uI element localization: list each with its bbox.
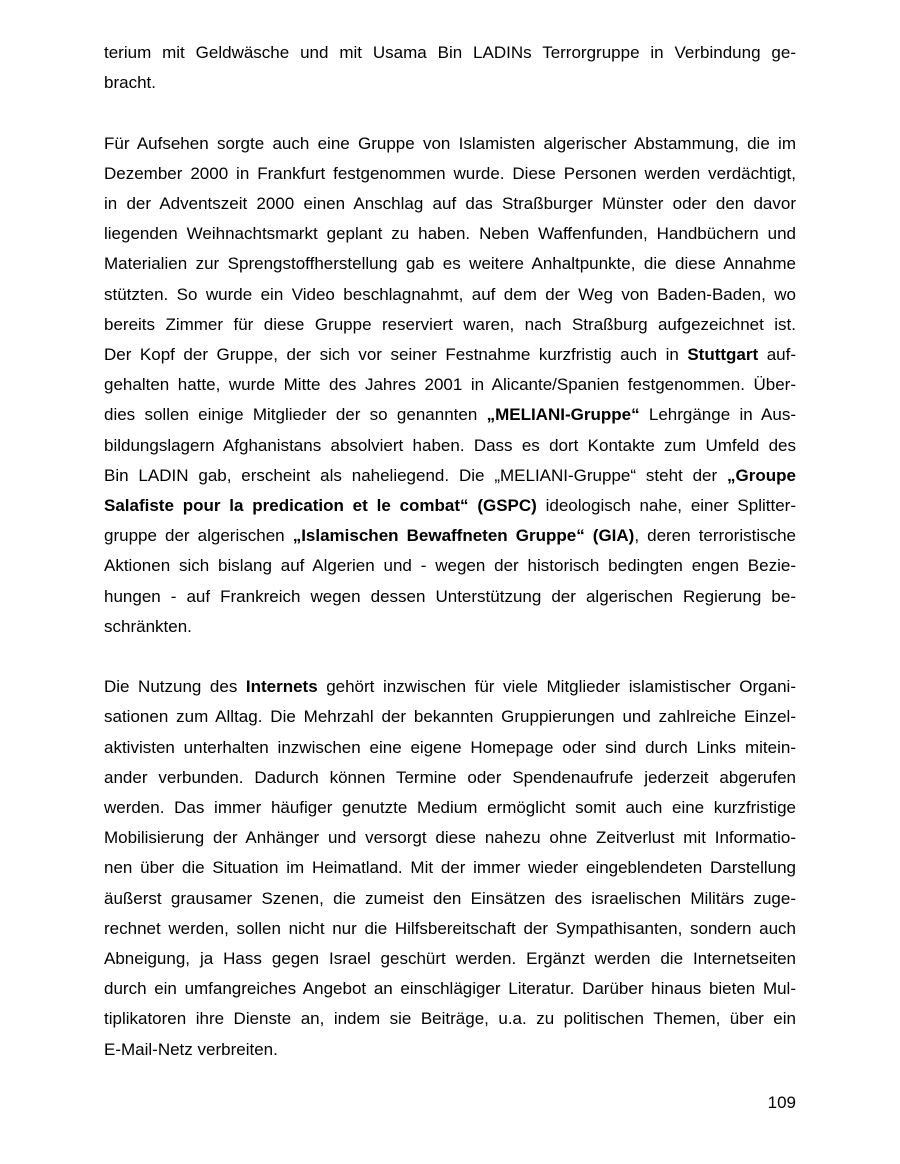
text-segment: hungen - auf Frankreich wegen dessen Unterstützung der algerischen Regierung be- [104,586,796,606]
bold-text: Salafiste pour la predication et le combat“ (GSPC) [104,496,537,516]
text-line [104,310,796,340]
text-segment: in der Adventszeit 2000 einen Anschlag auf das Straßburger Münster oder den davor [104,194,796,213]
bold-text: Stuttgart [687,345,759,365]
text-segment: Mobilisierung der Anhänger und versorgt diese nahezu ohne Zeitverlust mit Informatio- [104,828,796,848]
bold-text: „Groupe [727,465,796,485]
text-line [104,823,796,853]
text-line [104,793,796,823]
text-line [104,944,796,974]
text-line [104,733,796,763]
paragraph-gap [104,642,796,672]
text-line [104,340,796,370]
text-line [104,1004,796,1034]
text-segment: Für Aufsehen sorgte auch eine Gruppe von Islamisten algerischer Abstammung, die im [104,133,796,153]
paragraph [104,672,796,1065]
text-segment: Die Nutzung des [104,677,246,697]
text-line [104,1035,796,1065]
text-line [104,521,796,551]
text-line [104,491,796,521]
text-line [104,189,796,219]
text-segment: äußerst grausamer Szenen, die zumeist den Einsätzen des israelischen Militärs zuge- [104,888,796,908]
text-segment: ander verbunden. Dadurch können Termine oder Spendenaufrufe jederzeit abgerufen [104,767,796,787]
text-segment: Bin LADIN gab, erscheint als naheliegend. Die „MELIANI-Gruppe“ steht der [104,465,728,485]
text-segment: Lehrgänge in Aus- [639,405,796,425]
text-segment: bracht. [104,73,156,93]
text-segment: gruppe der algerischen [104,526,293,546]
text-segment: bereits Zimmer für diese Gruppe reserviert waren, nach Straßburg aufgezeichnet ist. [104,314,796,334]
text-segment: sationen zum Alltag. Die Mehrzahl der bekannten Gruppierungen und zahlreiche Einzel- [104,707,796,727]
bold-text: „MELIANI-Gruppe“ [486,405,640,425]
text-segment: aktivisten unterhalten inzwischen eine eigene Homepage oder sind durch Links mitein- [104,737,796,757]
text-segment: nen über die Situation im Heimatland. Mit der immer wieder eingeblendeten Darstellung [104,858,796,878]
text-segment: auf- [758,345,796,365]
text-segment: E-Mail-Netz verbreiten. [104,1039,278,1059]
document-body [104,38,796,1065]
text-segment: , deren terroristische [634,526,797,546]
text-line [104,582,796,612]
text-line [104,551,796,581]
text-line [104,974,796,1004]
text-segment: dies sollen einige Mitglieder der so genannten [104,405,487,425]
text-segment: liegenden Weihnachtsmarkt geplant zu haben. Neben Waffenfunden, Handbüchern und [104,224,796,244]
text-segment: Materialien zur Sprengstoffherstellung gab es weitere Anhaltpunkte, die diese Annahme [104,254,796,274]
text-segment: Abneigung, ja Hass gegen Israel geschürt werden. Ergänzt werden die Internetseiten [104,949,796,969]
page-number: 109 [767,1093,796,1112]
text-segment: Aktionen sich bislang auf Algerien und - wegen der historisch bedingten engen Bezie- [104,556,796,576]
text-line [104,672,796,702]
text-segment: Dezember 2000 in Frankfurt festgenommen wurde. Diese Personen werden verdächtigt, [104,163,796,183]
text-segment: terium mit Geldwäsche und mit Usama Bin LADINs Terrorgruppe in Verbindung ge- [104,43,796,62]
text-segment: werden. Das immer häufiger genutzte Medium ermöglicht somit auch eine kurzfristige [104,798,796,818]
text-segment: bildungslagern Afghanistans absolviert haben. Dass es dort Kontakte zum Umfeld des [104,435,796,455]
text-line [104,249,796,279]
text-line [104,370,796,400]
paragraph [104,129,796,642]
text-line [104,38,796,68]
text-segment: schränkten. [104,616,192,636]
text-line [104,853,796,883]
text-line [104,763,796,793]
text-line [104,914,796,944]
text-segment: gehört inzwischen für viele Mitglieder islamistischer Organi- [317,677,796,697]
bold-text: Internets [245,677,318,697]
text-line [104,612,796,642]
text-line [104,431,796,461]
text-line [104,884,796,914]
text-segment: stützten. So wurde ein Video beschlagnahmt, auf dem der Weg von Baden-Baden, wo [104,284,796,304]
text-segment: Der Kopf der Gruppe, der sich vor seiner Festnahme kurzfristig auch in [104,345,688,365]
text-line [104,400,796,430]
paragraph [104,38,796,98]
text-line [104,219,796,249]
text-line [104,159,796,189]
bold-text: „Islamischen Bewaffneten Gruppe“ (GIA) [292,526,635,546]
text-line [104,129,796,159]
text-segment: ideologisch nahe, einer Splitter- [536,496,796,516]
text-segment: rechnet werden, sollen nicht nur die Hilfsbereitschaft der Sympathisanten, sondern auch [104,918,796,938]
text-line [104,461,796,491]
text-segment: durch ein umfangreiches Angebot an einschlägiger Literatur. Darüber hinaus bieten Mul- [104,979,796,999]
text-line [104,702,796,732]
text-line [104,68,796,98]
text-segment: tiplikatoren ihre Dienste an, indem sie Beiträge, u.a. zu politischen Themen, über ein [104,1009,796,1029]
paragraph-gap [104,98,796,128]
text-line [104,280,796,310]
text-segment: gehalten hatte, wurde Mitte des Jahres 2001 in Alicante/Spanien festgenommen. Über- [104,375,796,395]
